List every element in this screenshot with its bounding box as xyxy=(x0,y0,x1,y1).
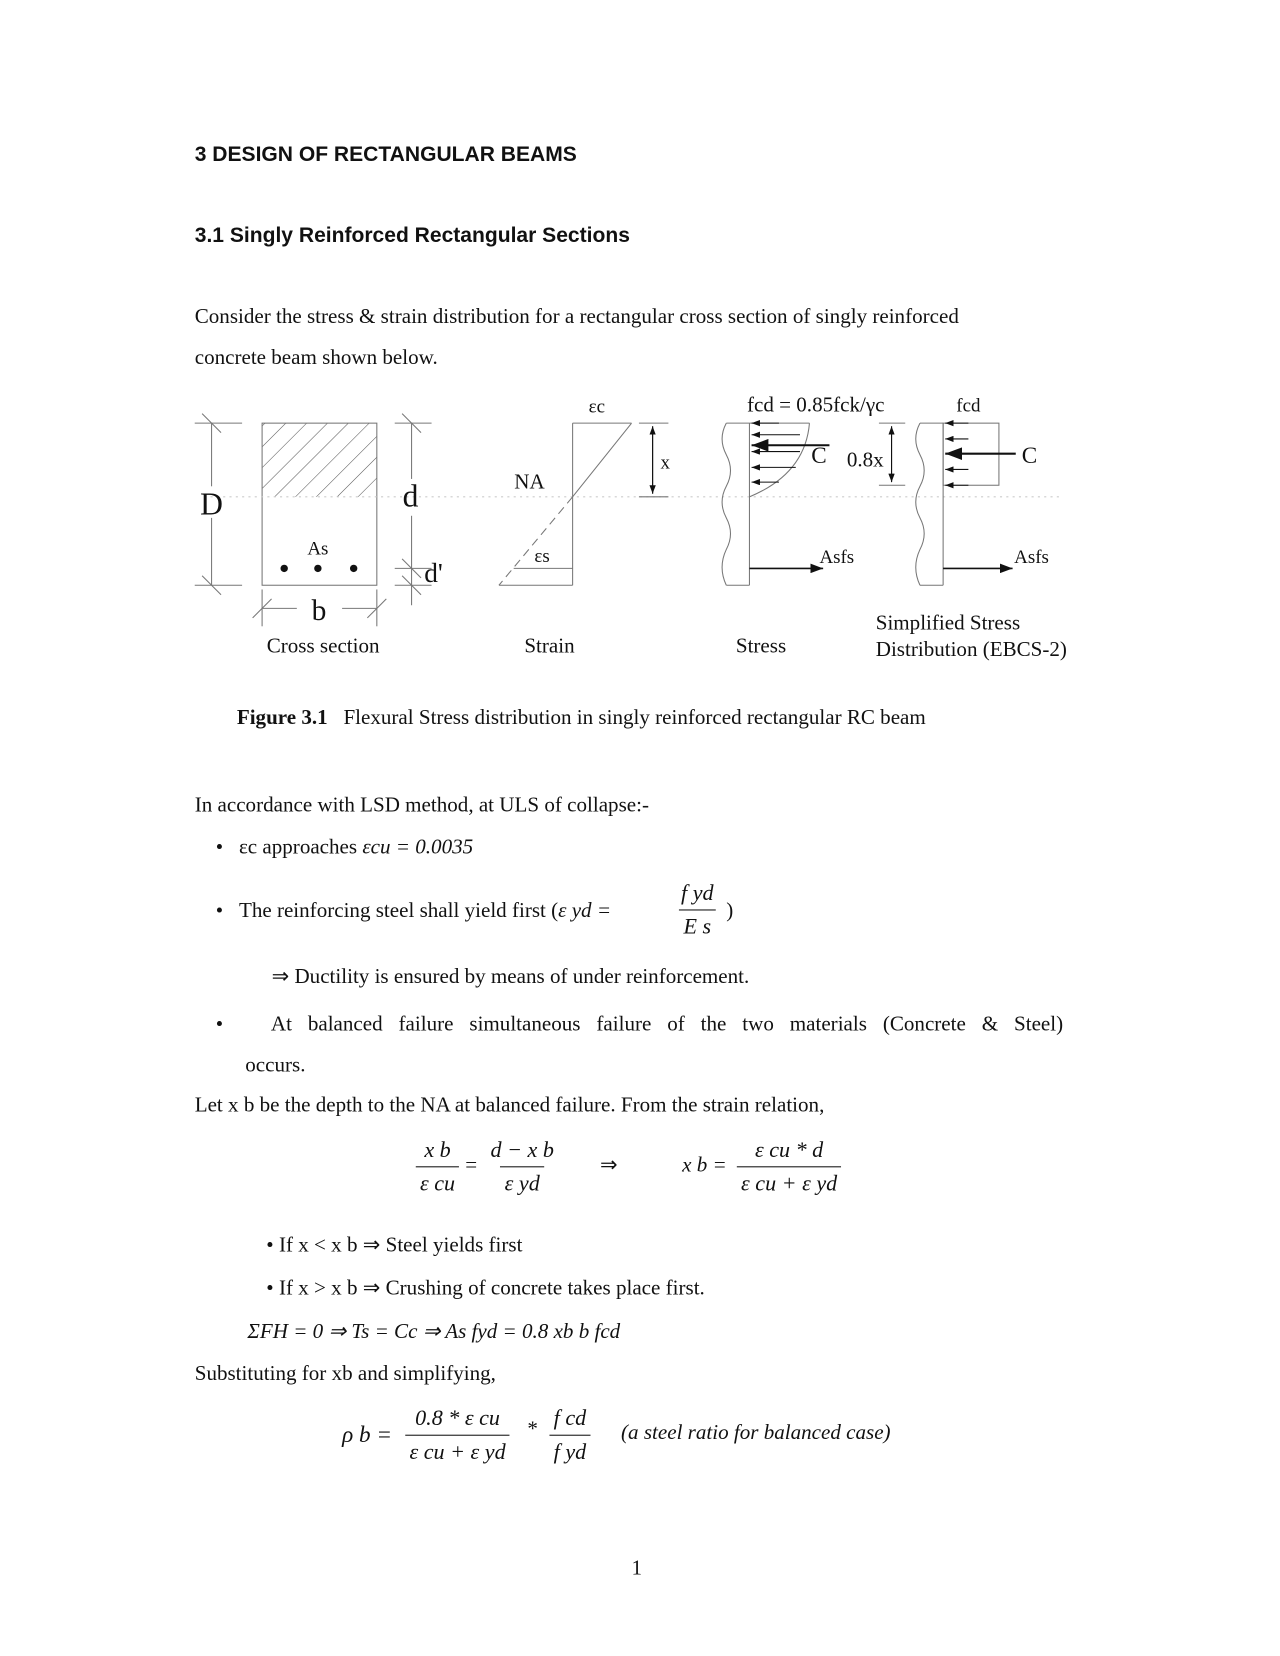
ductility-line: ⇒ Ductility is ensured by means of under reinforcement. xyxy=(271,965,750,989)
bullet-2: • The reinforcing steel shall yield first (ε yd = xyxy=(215,898,612,923)
bullet-3: • At balanced failure simultaneous failure of the two materials (Concrete & Steel) xyxy=(215,1012,1064,1036)
if-line-1: • If x < x b ⇒ Steel yields first xyxy=(266,1233,523,1257)
simplified-stress-diagram xyxy=(916,423,1016,585)
equals: = xyxy=(465,1153,478,1177)
substituting-line: Substituting for xb and simplifying, xyxy=(194,1362,496,1386)
numerator: ε cu * d xyxy=(754,1136,824,1163)
fyd: f yd xyxy=(681,879,714,906)
bullet-3-cont: occurs. xyxy=(245,1053,306,1077)
eq1-result xyxy=(737,1137,842,1197)
figure-caption xyxy=(237,707,926,728)
label-fcd-equation: fcd = 0.85fck/γc xyxy=(747,392,885,417)
denominator: ε cu + ε yd xyxy=(737,1166,842,1197)
label-strain: Strain xyxy=(524,633,575,658)
caption-text: Flexural Stress distribution in singly reinforced rectangular RC beam xyxy=(343,706,926,730)
lsd-line: In accordance with LSD method, at ULS of collapse:- xyxy=(194,793,649,817)
label-cross-section: Cross section xyxy=(266,633,380,658)
label-simplified-2: Distribution (EBCS-2) xyxy=(875,636,1067,661)
close-paren: ) xyxy=(726,898,734,923)
label-C-stress: C xyxy=(811,443,827,470)
rho-b: ρ b = xyxy=(342,1421,392,1448)
label-d-prime: d' xyxy=(424,558,443,589)
label-eps-s: εs xyxy=(534,546,550,568)
eps-yd: ε yd xyxy=(500,1166,544,1197)
xb-equals: x b = xyxy=(682,1153,727,1177)
label-eps-c: εc xyxy=(588,396,606,418)
stress-strain-figure xyxy=(0,379,1280,674)
equilibrium-line: ΣFH = 0 ⇒ Ts = Cc ⇒ As fyd = 0.8 xb b fcd xyxy=(247,1319,621,1344)
label-stress: Stress xyxy=(735,633,787,658)
section-heading: 3.1 Singly Reinforced Rectangular Sections xyxy=(194,224,630,248)
numerator-1: 0.8 * ε cu xyxy=(415,1405,500,1431)
eps-c: εc xyxy=(238,835,258,859)
intro-line-1: Consider the stress & strain distribution for a rectangular cross section of singly reinforced xyxy=(194,305,959,329)
label-simplified-1: Simplified Stress xyxy=(875,610,1021,635)
label-b: b xyxy=(311,594,327,627)
denominator-1: ε cu + ε yd xyxy=(405,1435,510,1466)
let-line: Let x b be the depth to the NA at balanced failure. From the strain relation, xyxy=(194,1093,825,1117)
d-minus-xb: d − x b xyxy=(490,1136,554,1163)
bullet-2-text: The reinforcing steel shall yield first ( xyxy=(238,898,559,923)
eps-cu-value: εcu = 0.0035 xyxy=(362,835,474,859)
label-As: As xyxy=(307,538,329,560)
label-Asfs-stress: Asfs xyxy=(819,547,855,569)
label-d: d xyxy=(402,478,419,514)
eq2-frac-1 xyxy=(405,1405,510,1465)
label-Asfs-simplified: Asfs xyxy=(1014,547,1049,569)
label-C-simplified: C xyxy=(1021,443,1038,470)
page-number: 1 xyxy=(631,1556,643,1580)
caption-number: Figure 3.1 xyxy=(236,706,328,730)
intro-line-2: concrete beam shown below. xyxy=(194,346,438,370)
label-NA: NA xyxy=(514,469,545,494)
approaches: approaches xyxy=(257,835,363,859)
reinforcing-bars xyxy=(281,565,358,572)
label-D: D xyxy=(200,486,223,522)
label-0.8x: 0.8x xyxy=(846,447,884,472)
label-x: x xyxy=(660,452,670,474)
eq1-left xyxy=(416,1137,460,1197)
bullet-3-text: At balanced failure simultaneous failure of the two materials (Concrete & Steel) xyxy=(270,1012,1064,1036)
chapter-heading: 3 DESIGN OF RECTANGULAR BEAMS xyxy=(194,143,577,167)
strain-diagram xyxy=(499,423,668,585)
label-fcd: fcd xyxy=(956,395,981,417)
bullet-1: • εc approaches εcu = 0.0035 xyxy=(215,835,474,859)
xb: x b xyxy=(424,1136,451,1163)
fyd-over-es xyxy=(677,880,718,940)
es: E s xyxy=(679,909,715,940)
times: * xyxy=(527,1417,538,1442)
fyd: f yd xyxy=(549,1435,590,1466)
eq1-right xyxy=(486,1137,558,1197)
if-line-2: • If x > x b ⇒ Crushing of concrete takes place first. xyxy=(266,1276,705,1300)
balanced-note: (a steel ratio for balanced case) xyxy=(621,1421,891,1445)
eps-yd: ε yd = xyxy=(558,898,612,923)
fcd: f cd xyxy=(553,1405,587,1431)
eps-cu: ε cu xyxy=(416,1166,460,1197)
implies: ⇒ xyxy=(599,1153,618,1177)
eq2-frac-2 xyxy=(549,1405,590,1465)
